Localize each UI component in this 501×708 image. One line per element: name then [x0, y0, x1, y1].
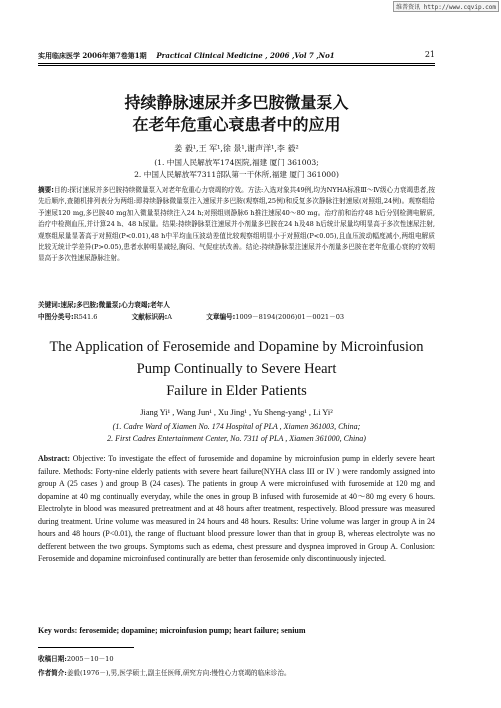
- author-bio: [38, 667, 435, 677]
- journal-cn: 实用临床医学 2006年第7卷第1期: [38, 51, 147, 60]
- classification-cn: [38, 312, 435, 323]
- header-rule: [38, 63, 435, 66]
- author-bio-label: 作者简介:: [38, 669, 67, 677]
- affiliation-en-2: 2. First Cadres Entertainment Center, No. 7311 of PLA , Xiamen 361000, China): [107, 434, 366, 443]
- received-value: 2005－10－10: [66, 655, 114, 663]
- title-en-line2: Pump Continually to Severe Heart: [136, 361, 337, 377]
- keywords-en-text: ferosemide; dopamine; microinfusion pump; heart failure; senium: [79, 626, 306, 635]
- keywords-cn-label: 关键词:: [38, 301, 61, 309]
- abstract-en-label: Abstract:: [38, 454, 70, 463]
- authors-cn: 姜 毅¹,王 军¹,徐 景¹,谢声洋¹,李 毅²: [174, 144, 299, 153]
- title-en-line1: The Application of Ferosemide and Dopamine by Microinfusion: [49, 339, 424, 355]
- author-bio-text: 姜毅(1976－),男,医学硕士,副主任医师,研究方向:慢性心力衰竭的临床诊治。: [66, 669, 291, 677]
- title-en-line3: Failure in Elder Patients: [166, 383, 307, 399]
- watermark: 维普资讯 http://www.cqvip.com: [393, 1, 499, 12]
- received-date: [38, 653, 435, 663]
- abstract-en: [38, 453, 435, 566]
- affiliation-cn-1: (1. 中国人民解放军174医院,福建 厦门 361003;: [154, 158, 319, 167]
- keywords-en: [38, 626, 435, 635]
- received-label: 收稿日期:: [38, 655, 67, 663]
- page-number: 21: [424, 50, 435, 59]
- doc-code-label: 文献标识码:: [131, 313, 168, 321]
- footnote-rule: [38, 647, 134, 648]
- abstract-cn-text: 目的:探讨速尿并多巴胺持续微量泵入对老年危重心力衰竭的疗效。方法:入选对象共49例,均为NYHA标准Ⅲ～Ⅳ级心力衰竭患者,按先后顺序,查随机排列表分为两组:即持续静脉微量泵注入速尿并多巴胺(观察组,25例)和反复多次静脉注射速尿(对照组,24例)。观察组给予速尿120 mg,多巴胺40 mg加入微量泵持续注入24 h;对照组则静脉6 h推注速尿40～80 mg。治疗前和治疗48 h后分别检测电解质,治疗中检测血压,并计算24 h、48 h尿量。结果:持续静脉泵注速尿并小剂量多巴胺在24 h及48 h后统计尿量均明显高于多次性速尿注射,观察组尿量显著高于对照组(P<0.01),48 h中平均血压波动差值比较观察组明显小于对照组(P<0.05),且血压波动幅度减小,两组电解质比较无统计学差异(P>0.05),患者水肿明显减轻,胸闷、气促症状改善。结论:持续静脉泵注速尿并小剂量多巴胺在老年危重心衰的疗效明显高于多次性速尿静脉注射。: [38, 186, 435, 263]
- affiliation-en-1: (1. Cadre Ward of Xiamen No. 174 Hospital of PLA , Xiamen 361003, China;: [112, 422, 361, 431]
- abstract-cn-label: 摘要:: [38, 186, 54, 194]
- running-header: [38, 51, 335, 61]
- clc-value: R541.6: [73, 313, 98, 321]
- clc-label: 中图分类号:: [38, 313, 74, 321]
- keywords-cn: [38, 300, 435, 311]
- title-cn-line1: 持续静脉速尿并多巴胺微量泵入: [124, 93, 349, 112]
- keywords-cn-text: 速尿;多巴胺;微量泵;心力衰竭;老年人: [60, 301, 170, 309]
- abstract-en-text: Objective: To investigate the effect of furosemide and dopamine by microinfusion pump in elderly severe heart failure. Methods: Forty-nine elderly patients with severe heart failure(NYHA class III or IV ) were randomly assigned into group A (25 cases ) and group B (24 cases). The patients in group A were microinfused with furosemide at 120 mg and dopamine at 40 mg continually everyday, while the ones in group B infused with furosemide at 40～80 mg every 6 hours. Electrolyte in blood was measured pretreatment and at 48 hours after treatment, respectively. Blood pressure was measured during treatment. Urine volume was measured in 24 hours and 48 hours. Results: Urine volume was larger in group A in 24 hours and 48 hours (P<0.01), the range of fluctuant blood pressure lower than that in group B, whereas electrolyte was no defferent between the two groups. Symptoms such as edema, chest pressure and dyspnea improved in Group A. Conlusion: Ferosemide and dopamine microinfused continurally are better than ferosemide only discontinuously injected.: [38, 454, 435, 563]
- journal-en: Practical Clinical Medicine , 2006 ,Vol 7 ,No1: [156, 51, 335, 60]
- title-cn-line2: 在老年危重心衰患者中的应用: [132, 115, 341, 134]
- abstract-cn: [38, 185, 435, 265]
- doc-code-value: A: [167, 313, 173, 321]
- keywords-en-label: Key words:: [38, 626, 78, 635]
- article-no-label: 文章编号:: [206, 313, 236, 321]
- authors-en: Jiang Yi¹ , Wang Jun¹ , Xu Jing¹ , Yu Sheng-yang¹ , Li Yi²: [140, 408, 333, 417]
- affiliation-cn-2: 2. 中国人民解放军7311部队第一干休所,福建 厦门 361000): [134, 170, 339, 179]
- article-no-value: 1009－8194(2006)01－0021－03: [235, 313, 345, 321]
